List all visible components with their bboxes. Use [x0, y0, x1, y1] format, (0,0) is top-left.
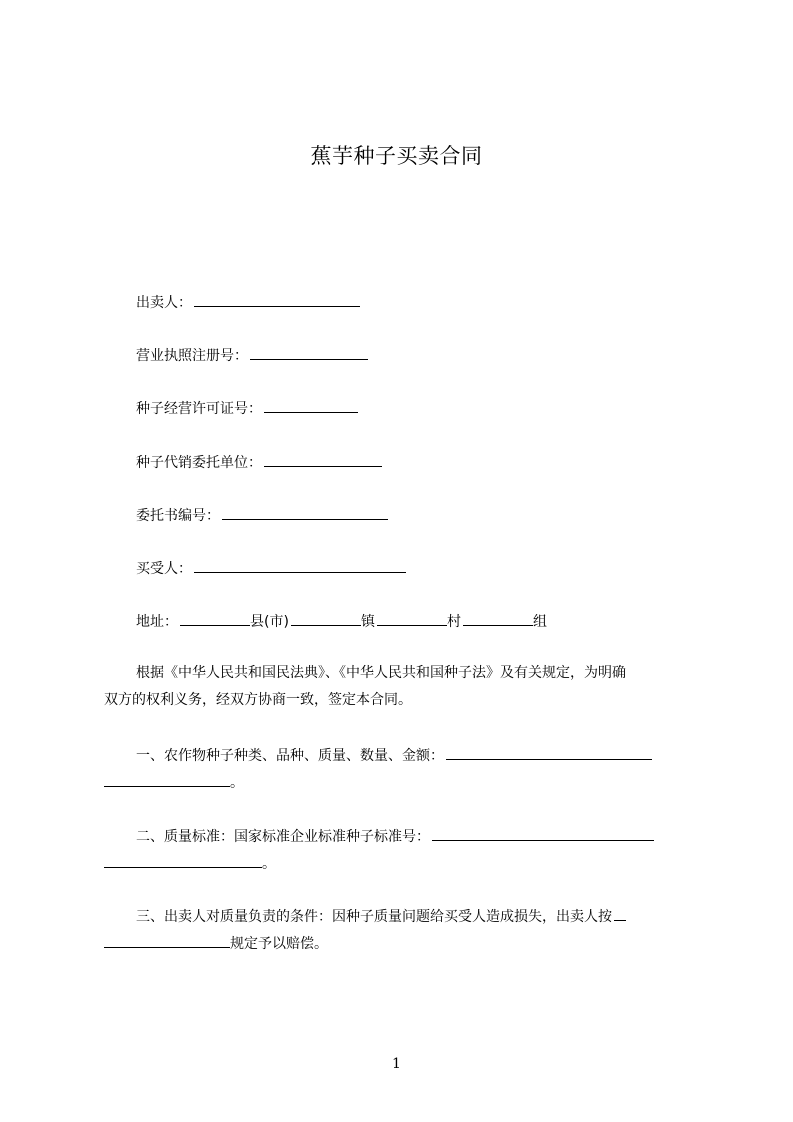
- seller-label: 出卖人：: [136, 295, 192, 311]
- address-label: 地址：: [136, 614, 178, 630]
- clause-1-text: 一、农作物种子种类、品种、质量、数量、金额：: [136, 748, 444, 764]
- clause-3-text: 三、出卖人对质量负责的条件：因种子质量问题给买受人造成损失，出卖人按: [136, 909, 612, 925]
- seed-permit-label: 种子经营许可证号：: [136, 401, 262, 417]
- clause-3: [104, 904, 702, 958]
- buyer-blank[interactable]: [194, 558, 406, 573]
- seed-permit-field: [136, 398, 358, 419]
- clause-1: [104, 743, 702, 797]
- address-town-blank[interactable]: [291, 611, 361, 626]
- clause-1-blank-a[interactable]: [446, 745, 652, 760]
- page-number: 1: [392, 1056, 401, 1072]
- address-county-label: 县(市): [250, 614, 289, 630]
- address-field: [136, 611, 547, 632]
- commission-label: 委托书编号：: [136, 508, 220, 524]
- clause-2-line-1: [104, 824, 702, 851]
- clause-2-blank-a[interactable]: [432, 826, 654, 841]
- clause-2: [104, 824, 702, 878]
- seller-field: [136, 292, 360, 313]
- license-blank[interactable]: [250, 345, 368, 360]
- clause-1-blank-b[interactable]: [104, 772, 230, 787]
- clause-1-line-2: [104, 770, 702, 797]
- intro-paragraph: [104, 660, 702, 714]
- seller-blank[interactable]: [194, 292, 360, 307]
- clause-3-blank-a[interactable]: [614, 906, 626, 921]
- agent-unit-field: [136, 452, 382, 473]
- address-village-blank[interactable]: [377, 611, 447, 626]
- buyer-field: [136, 558, 406, 579]
- document-title: 蕉芋种子买卖合同: [310, 144, 483, 168]
- license-field: [136, 345, 368, 366]
- address-village-label: 村: [446, 614, 461, 630]
- address-town-label: 镇: [360, 614, 375, 630]
- address-county-blank[interactable]: [180, 611, 250, 626]
- clause-2-line-2: [104, 851, 702, 878]
- buyer-label: 买受人：: [136, 561, 192, 577]
- intro-line-2: 双方的权利义务，经双方协商一致，签定本合同。: [104, 692, 412, 708]
- license-label: 营业执照注册号：: [136, 348, 248, 364]
- commission-blank[interactable]: [222, 505, 388, 520]
- clause-2-text: 二、质量标准：国家标准企业标准种子标准号：: [136, 829, 430, 845]
- intro-line-1: 根据《中华人民共和国民法典》、《中华人民共和国种子法》及有关规定，为明确: [136, 665, 626, 681]
- commission-field: [136, 505, 388, 526]
- clause-2-end: 。: [262, 856, 276, 872]
- clause-3-end: 规定予以赔偿。: [230, 936, 328, 952]
- clause-1-end: 。: [230, 775, 244, 791]
- address-group-label: 组: [532, 614, 547, 630]
- clause-3-line-2: [104, 931, 702, 958]
- seed-permit-blank[interactable]: [264, 398, 358, 413]
- clause-3-blank-b[interactable]: [104, 933, 230, 948]
- clause-1-line-1: [104, 743, 702, 770]
- agent-unit-blank[interactable]: [264, 452, 382, 467]
- clause-3-line-1: [104, 904, 702, 931]
- agent-unit-label: 种子代销委托单位：: [136, 455, 262, 471]
- clause-2-blank-b[interactable]: [104, 853, 262, 868]
- address-group-blank[interactable]: [463, 611, 533, 626]
